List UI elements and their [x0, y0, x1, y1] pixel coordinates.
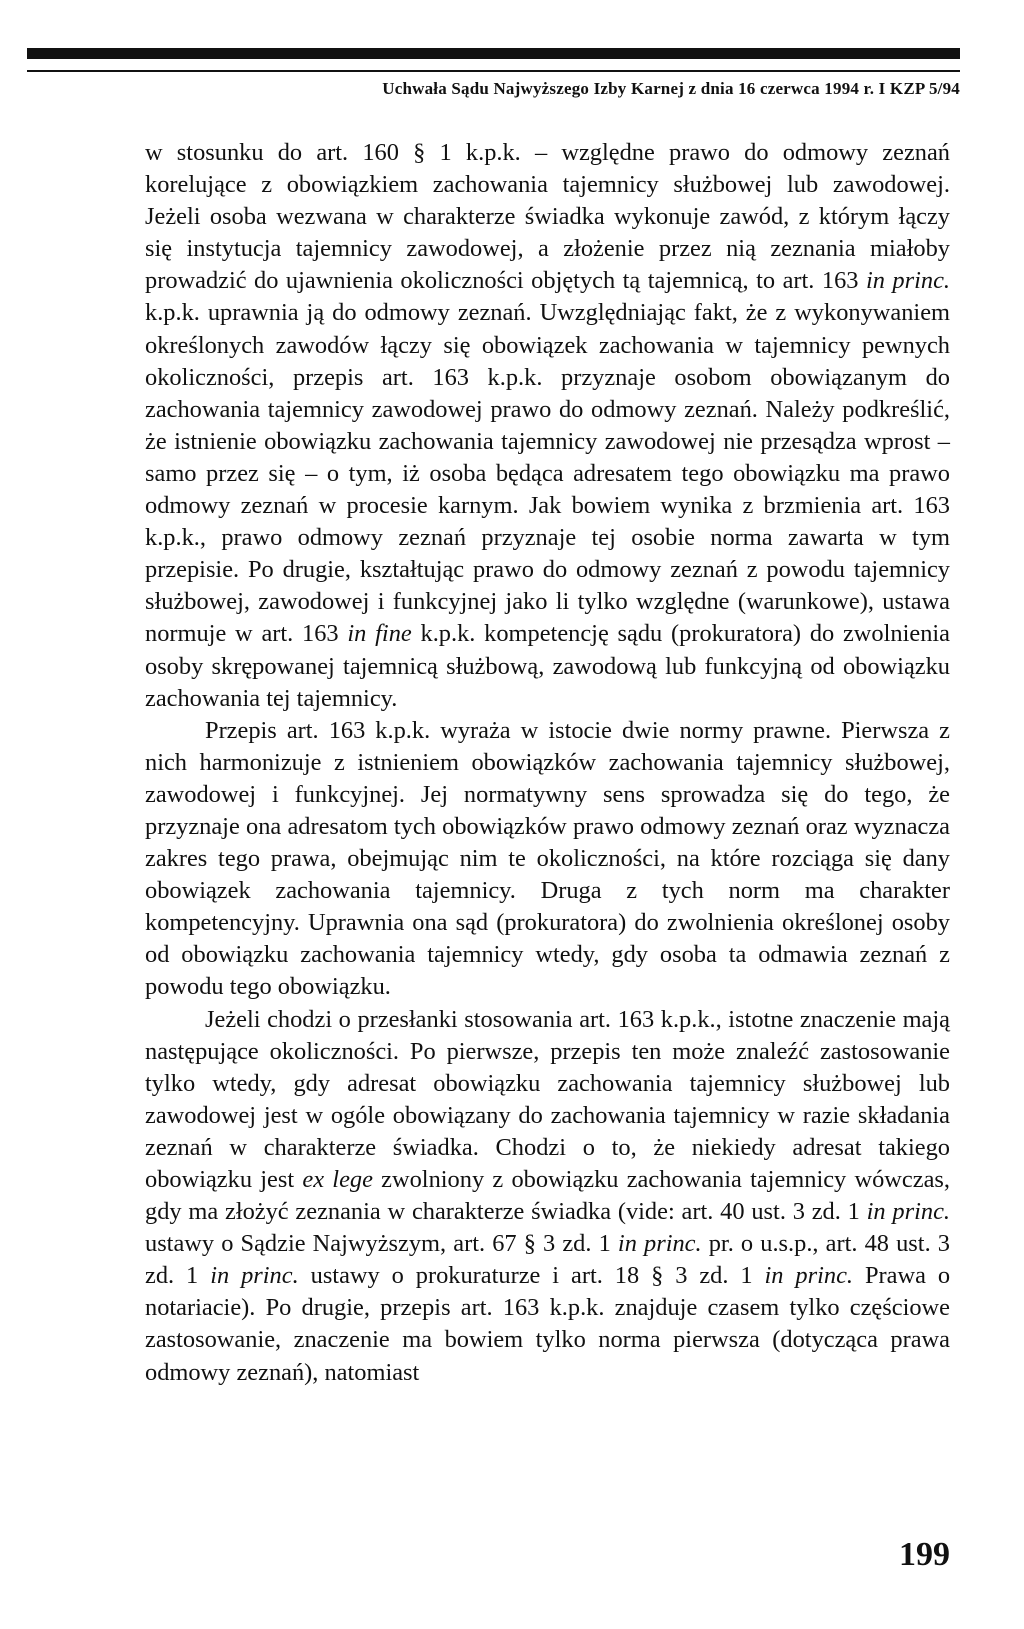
- italic-run: in princ.: [764, 1262, 854, 1290]
- running-header: Uchwała Sądu Najwyższego Izby Karnej z dnia 16 czerwca 1994 r. I KZP 5/94: [382, 79, 960, 98]
- text-run: ustawy o Sądzie Najwyższym, art. 67 § 3 zd. 1: [145, 1230, 618, 1258]
- italic-run: in princ.: [866, 1198, 950, 1226]
- text-run: k.p.k. kompetencję sądu (prokuratora) do zwolnienia osoby skrępowanej tajemnicą służbową, zawodową lub funkcyjną od obowiązku zachowania tej tajemnicy.: [145, 620, 950, 712]
- paragraph-1: [145, 137, 950, 715]
- italic-run: in princ.: [865, 267, 951, 295]
- header-rule-thin: [27, 70, 960, 72]
- text-run: Przepis art. 163 k.p.k. wyraża w istocie dwie normy prawne. Pierwsza z nich harmonizuje z istnieniem obowiązków zachowania tajemnicy służbowej, zawodowej i funkcyjnej. Jej normatywny sens sprowadza się do tego, że przyznaje ona adresatom tych obowiązków prawo odmowy zeznań oraz wyznacza zakres tego prawa, obejmując nim te okoliczności, na które rozciąga się dany obowiązek zachowania tajemnicy. Druga z tych norm ma charakter kompetencyjny. Uprawnia ona sąd (prokuratora) do zwolnienia określonej osoby od obowiązku zachowania tajemnicy wtedy, gdy osoba ta odmawia zeznań z powodu tego obowiązku.: [145, 716, 950, 1001]
- text-run: w stosunku do art. 160 § 1 k.p.k. – względne prawo do odmowy zeznań korelujące z obowiązkiem zachowania tajemnicy służbowej lub zawodowej. Jeżeli osoba wezwana w charakterze świadka wykonuje zawód, z którym łączy się instytucja tajemnicy zawodowej, a złożenie przez nią zeznania miałoby prowadzić do ujawnienia okoliczności objętych tą tajemnicą, to art. 163: [145, 139, 950, 295]
- text-run: Jeżeli chodzi o przesłanki stosowania art. 163 k.p.k., istotne znaczenie mają następujące okoliczności. Po pierwsze, przepis ten może znaleźć zastosowanie tylko wtedy, gdy adresat obowiązku zachowania tajemnicy służbowej lub zawodowej jest w ogóle obowiązany do zachowania tajemnicy w razie składania zeznań w charakterze świadka. Chodzi o to, że niekiedy adresat takiego obowiązku jest: [145, 1005, 950, 1193]
- italic-run: in princ.: [617, 1230, 702, 1258]
- italic-run: ex lege: [302, 1166, 373, 1193]
- italic-run: in princ.: [210, 1262, 299, 1290]
- text-run: k.p.k. uprawnia ją do odmowy zeznań. Uwzględniając fakt, że z wykonywaniem określonych zawodów łączy się obowiązek zachowania w tajemnicy pewnych okoliczności, przepis art. 163 k.p.k. przyznaje osobom obowiązanym do zachowania tajemnicy zawodowej prawo do odmowy zeznań. Należy podkreślić, że istnienie obowiązku zachowania tajemnicy zawodowej nie przesądza wprost – samo przez się – o tym, iż osoba będąca adresatem tego obowiązku ma prawo odmowy zeznań w procesie karnym. Jak bowiem wynika z brzmienia art. 163 k.p.k., prawo odmowy zeznań przyznaje tej osobie norma zawarta w tym przepisie. Po drugie, kształtując prawo do odmowy zeznań z powodu tajemnicy służbowej, zawodowej i funkcyjnej jako li tylko względne (warunkowe), ustawa normuje w art. 163: [145, 299, 950, 648]
- text-run: Prawa o notariacie). Po drugie, przepis art. 163 k.p.k. znajduje czasem tylko częściowe zastosowanie, znaczenie ma bowiem tylko norma pierwsza (dotycząca prawa odmowy zeznań), natomiast: [145, 1262, 951, 1386]
- page-body: [145, 137, 950, 1389]
- text-run: ustawy o prokuraturze i art. 18 § 3 zd. 1: [298, 1262, 765, 1290]
- text-run: zwolniony z obowiązku zachowania tajemnicy wówczas, gdy ma złożyć zeznania w charakterze świadka (vide: art. 40 ust. 3 zd. 1: [145, 1166, 950, 1226]
- page-number: 199: [899, 1536, 950, 1573]
- paragraph-3: [145, 1004, 950, 1389]
- header-rule-thick: [27, 48, 960, 59]
- italic-run: in fine: [347, 620, 412, 648]
- text-run: pr. o u.s.p., art. 48 ust. 3 zd. 1: [145, 1230, 950, 1290]
- paragraph-2: [145, 715, 950, 1004]
